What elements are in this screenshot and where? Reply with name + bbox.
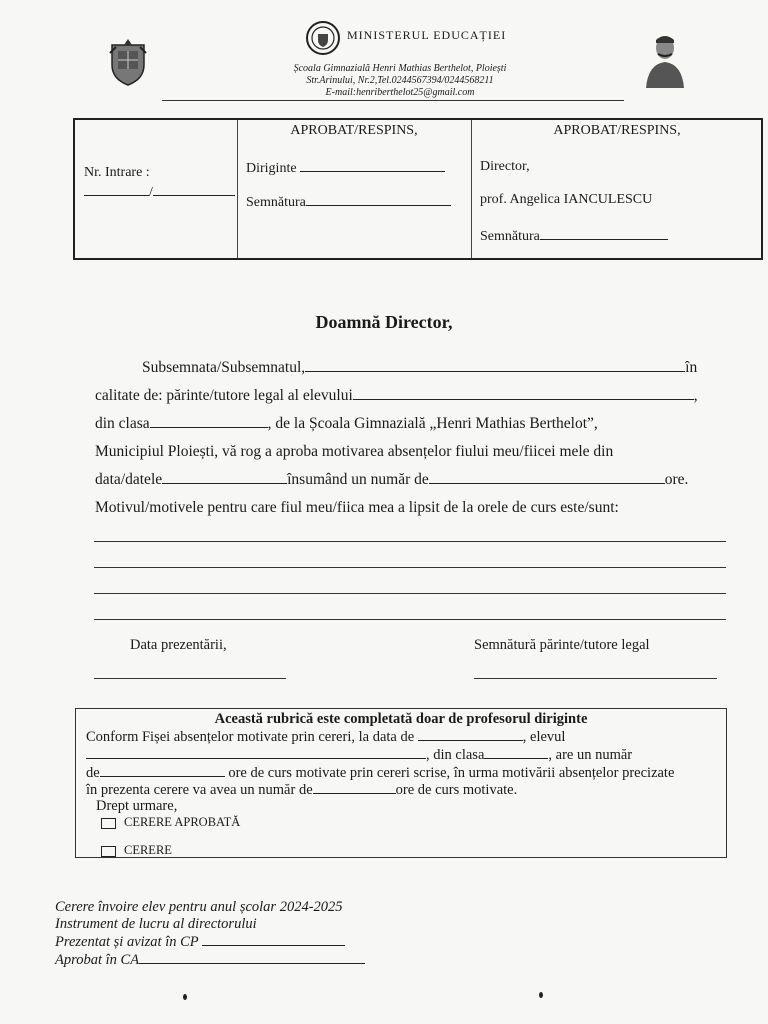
teacher-line-1: Conform Fișei absențelor motivate prin cereri, la data de , elevul: [86, 729, 566, 745]
diriginte-signature-field[interactable]: Semnătura: [246, 193, 451, 211]
teacher-hours-field[interactable]: [100, 764, 225, 777]
option-approved[interactable]: CERERE APROBATĂ: [101, 814, 240, 831]
approval-box: [73, 118, 763, 260]
government-seal-icon: [306, 21, 340, 55]
footer-line-3: Prezentat și avizat în CP: [55, 933, 345, 952]
teacher-line-5: Drept urmare,: [96, 798, 178, 814]
letter-line-2: calitate de: părinte/tutore legal al elevului ,: [95, 387, 698, 404]
date-label: Data prezentării,: [130, 637, 227, 653]
col2-title: APROBAT/RESPINS,: [290, 123, 418, 138]
hours-field[interactable]: [429, 471, 665, 484]
teacher-box: [75, 708, 727, 858]
portrait-icon: [640, 30, 690, 90]
school-address: Str.Arinului, Nr.2,Tel.0244567394/0244568211: [306, 75, 494, 86]
letter-line-1: Subsemnata/Subsemnatul, în: [142, 359, 698, 376]
nr-intrare-field[interactable]: /: [84, 183, 235, 201]
header-divider: [162, 100, 624, 101]
letter-line-5: data/datele însumând un număr de ore.: [95, 471, 689, 488]
director-name: prof. Angelica IANCULESCU: [480, 192, 653, 207]
school-email: E-mail:henriberthelot25@gmail.com: [325, 87, 475, 98]
parent-name-field[interactable]: [305, 359, 685, 372]
coat-of-arms-icon: [106, 35, 150, 87]
teacher-total-field[interactable]: [313, 781, 396, 794]
letter-line-3: din clasa , de la Școala Gimnazială „Henri Mathias Berthelot”,: [95, 415, 598, 432]
reason-line[interactable]: [94, 619, 726, 620]
reason-line[interactable]: [94, 541, 726, 542]
date-field[interactable]: [94, 678, 286, 679]
parent-signature-field[interactable]: [474, 678, 717, 679]
option-rejected[interactable]: CERERE: [101, 842, 172, 859]
teacher-line-4: în prezenta cerere va avea un număr de ore de curs motivate.: [86, 782, 518, 798]
checkbox-approved[interactable]: [101, 818, 116, 829]
teacher-class-field[interactable]: [484, 746, 548, 759]
school-name: Școala Gimnazială Henri Mathias Berthelot, Ploiești: [293, 63, 507, 74]
col3-title: APROBAT/RESPINS,: [553, 123, 681, 138]
teacher-student-field[interactable]: [86, 746, 426, 759]
letter-title: Doamnă Director,: [315, 312, 453, 332]
teacher-line-3: de ore de curs motivate prin cereri scrise, în urma motivării absențelor precizate: [86, 765, 675, 781]
class-field[interactable]: [150, 415, 268, 428]
diriginte-field[interactable]: Diriginte: [246, 159, 445, 177]
student-name-field[interactable]: [353, 387, 694, 400]
footer-line-4: Aprobat în CA: [55, 951, 365, 970]
reason-line[interactable]: [94, 567, 726, 568]
cp-field[interactable]: [202, 933, 345, 946]
approval-divider: [237, 120, 238, 258]
teacher-box-heading: Această rubrică este completată doar de profesorul diriginte: [214, 711, 588, 727]
dates-field[interactable]: [162, 471, 287, 484]
punch-mark: [183, 994, 187, 1000]
ministry-name: MINISTERUL EDUCAȚIEI: [347, 28, 507, 42]
nr-intrare-label: Nr. Intrare :: [84, 165, 150, 180]
approval-divider: [471, 120, 472, 258]
footer-line-2: Instrument de lucru al directorului: [55, 916, 257, 932]
letter-line-6: Motivul/motivele pentru care fiul meu/fiica mea a lipsit de la orele de curs este/sunt:: [95, 499, 619, 516]
reason-line[interactable]: [94, 593, 726, 594]
teacher-line-2: , din clasa , are un număr: [86, 746, 632, 764]
director-signature-field[interactable]: Semnătura: [480, 227, 668, 245]
letter-line-4: Municipiul Ploiești, vă rog a aproba motivarea absențelor fiului meu/fiicei mele din: [95, 443, 614, 460]
director-label: Director,: [480, 159, 530, 174]
footer-line-1: Cerere învoire elev pentru anul școlar 2024-2025: [55, 899, 343, 915]
punch-mark: [539, 992, 543, 998]
checkbox-rejected[interactable]: [101, 846, 116, 857]
ca-field[interactable]: [139, 951, 365, 964]
parent-signature-label: Semnătură părinte/tutore legal: [474, 637, 650, 653]
teacher-date-field[interactable]: [418, 728, 523, 741]
